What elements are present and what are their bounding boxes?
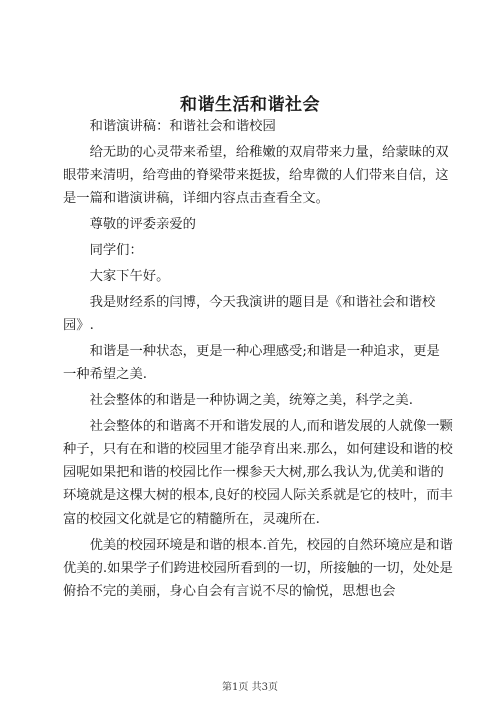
document-body <box>63 115 453 606</box>
paragraph-intro: 给无助的心灵带来希望，给稚嫩的双肩带来力量，给蒙昧的双眼带来清明，给弯曲的脊梁带来挺拔，给卑微的人们带来自信，这是一篇和谐演讲稿，详细内容点击查看全文。 <box>63 144 449 207</box>
document-title: 和谐生活和谐社会 <box>180 95 320 115</box>
paragraph-campus-environment: 优美的校园环境是和谐的根本.首先，校园的自然环境应是和谐优美的.如果学子们跨进校园所看到的一切，所接触的一切，处处是俯拾不完的美丽，身心自会有言说不尽的愉悦，思想也会 <box>63 537 453 600</box>
paragraph-classmates: 同学们： <box>89 242 143 258</box>
paragraph-campus-tree: 社会整体的和谐离不开和谐发展的人,而和谐发展的人就像一颗种子，只有在和谐的校园里才能孕育出来.那么，如何建设和谐的校园呢如果把和谐的校园比作一棵参天大树,那么我认为,优美和谐的环境就是这棵大树的根本,良好的校园人际关系就是它的枝叶，而丰富的校园文化就是它的精髓所在，灵魂所在. <box>63 418 453 527</box>
paragraph-social-harmony: 社会整体的和谐是一种协调之美，统筹之美，科学之美. <box>89 392 413 408</box>
paragraph-greeting: 大家下午好。 <box>89 268 170 284</box>
page-number-footer: 第1页 共3页 <box>222 682 278 693</box>
paragraph-harmony-definition: 和谐是一种状态，更是一种心理感受;和谐是一种追求，更是一种希望之美. <box>63 343 440 382</box>
paragraph-subtitle: 和谐演讲稿：和谐社会和谐校园 <box>89 119 276 134</box>
paragraph-self-intro: 我是财经系的闫博，今天我演讲的题目是《和谐社会和谐校园》. <box>63 294 436 333</box>
paragraph-salutation: 尊敬的评委亲爱的 <box>89 217 196 233</box>
